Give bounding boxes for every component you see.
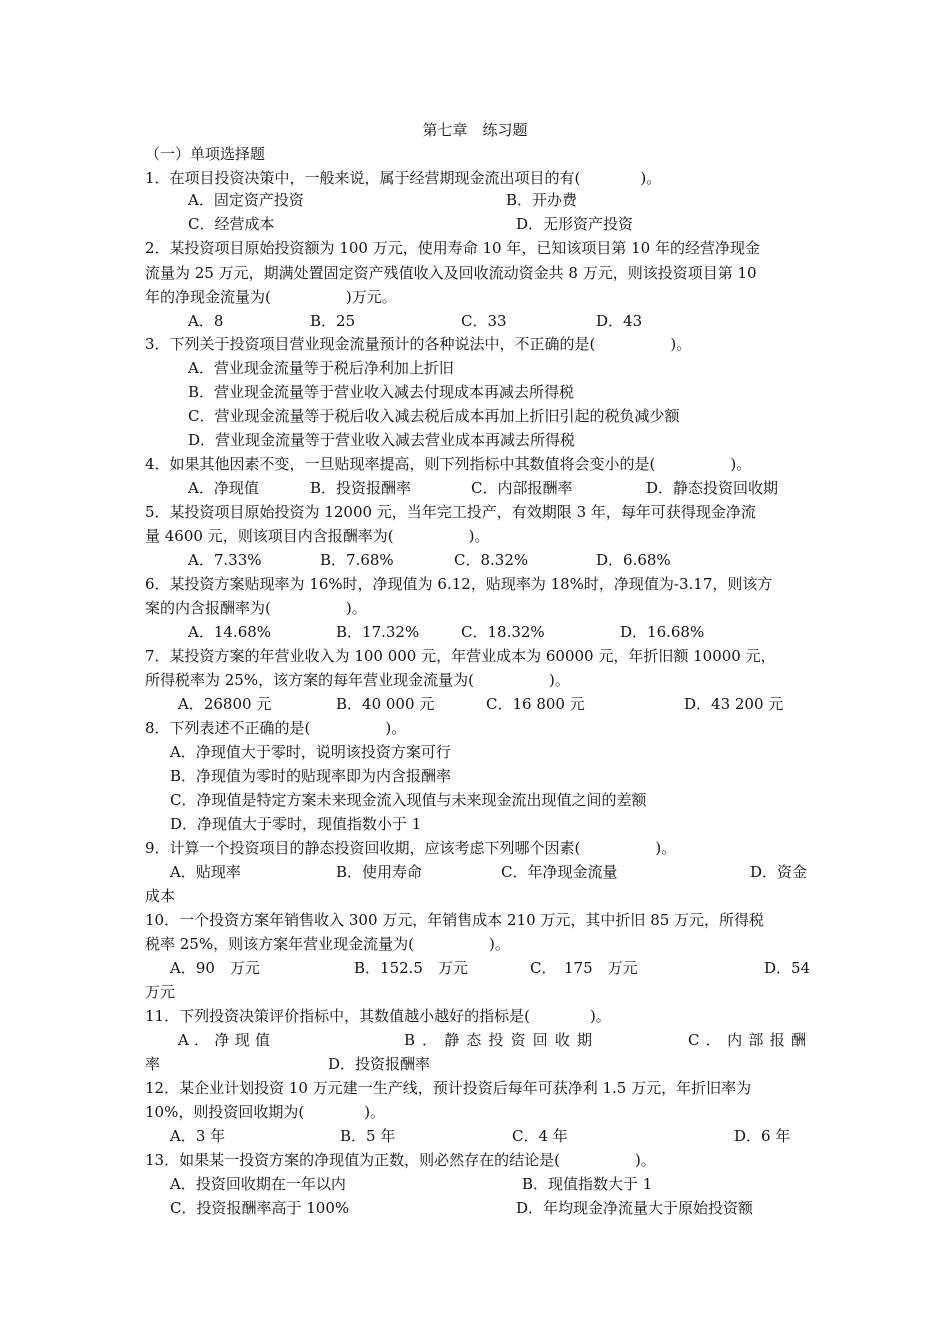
question-13-option-b: B．现值指数大于 1 [522,1175,653,1193]
section-heading: （一）单项选择题 [145,145,266,163]
question-3-stem: 3．下列关于投资项目营业现金流量预计的各种说法中，不正确的是( )。 [145,335,692,353]
question-11-option-a: A．净现值 [178,1031,270,1049]
question-8-stem: 8．下列表述不正确的是( )。 [145,719,407,737]
question-11-option-c: C．内部报酬 [688,1031,806,1049]
question-2-option-d: D．43 [596,312,643,330]
question-2-line-1: 2．某投资项目原始投资额为 100 万元，使用寿命 10 年，已知该项目第 10 年的经营净现金 [145,239,760,257]
question-12-option-c: C．4 年 [512,1127,568,1145]
question-9-option-b: B．使用寿命 [336,863,423,881]
question-10-option-d: D．54 [764,959,811,977]
question-11-stem: 11．下列投资决策评价指标中，其数值越小越好的指标是( )。 [145,1007,611,1025]
question-6-line-2: 案的内含报酬率为( )。 [145,599,367,617]
question-12-line-1: 12．某企业计划投资 10 万元建一生产线，预计投资后每年可获净利 1.5 万元，年折旧率为 [145,1079,752,1097]
question-9-option-d: D．资金 [750,863,808,881]
page-title: 第七章 练习题 [422,121,528,139]
question-1-option-c: C．经营成本 [188,215,275,233]
question-3-option-a: A．营业现金流量等于税后净利加上折旧 [188,359,454,377]
question-11-option-c-continued: 率 [145,1055,161,1073]
question-1-option-a: A．固定资产投资 [188,191,304,209]
question-8-option-b: B．净现值为零时的贴现率即为内含报酬率 [170,767,452,785]
question-1-stem: 1．在项目投资决策中，一般来说，属于经营期现金流出项目的有( )。 [145,169,662,187]
question-4-option-a: A．净现值 [188,479,259,497]
question-2-option-c: C．33 [461,312,507,330]
question-10-option-c: C． 175 万元 [530,959,638,977]
question-1-option-d: D．无形资产投资 [516,215,634,233]
question-10-line-1: 10．一个投资方案年销售收入 300 万元，年销售成本 210 万元，其中折旧 85 万元，所得税 [145,911,765,929]
question-12-option-b: B．5 年 [340,1127,396,1145]
question-5-option-c: C．8.32% [454,551,529,569]
question-4-option-d: D．静态投资回收期 [646,479,779,497]
question-13-option-d: D．年均现金净流量大于原始投资额 [516,1199,754,1217]
question-3-option-c: C．营业现金流量等于税后收入减去税后成本再加上折旧引起的税负减少额 [188,407,680,425]
question-9-stem: 9．计算一个投资项目的静态投资回收期，应该考虑下列哪个因素( )。 [145,839,677,857]
question-7-option-c: C．16 800 元 [486,695,585,713]
question-10-option-b: B．152.5 万元 [354,959,468,977]
question-1-option-b: B．开办费 [506,191,578,209]
question-13-stem: 13．如果某一投资方案的净现值为正数，则必然存在的结论是( )。 [145,1151,656,1169]
question-6-option-c: C．18.32% [461,623,545,641]
question-8-option-c: C．净现值是特定方案未来现金流入现值与未来现金流出现值之间的差额 [170,791,647,809]
question-6-option-a: A．14.68% [188,623,272,641]
question-7-option-a: A．26800 元 [178,695,272,713]
question-9-option-c: C．年净现金流量 [501,863,618,881]
question-13-option-c: C．投资报酬率高于 100% [170,1199,350,1217]
question-6-option-d: D．16.68% [620,623,705,641]
question-7-line-1: 7．某投资方案的年营业收入为 100 000 元，年营业成本为 60000 元，年折旧额 10000 元， [145,647,776,665]
question-9-option-d-continued: 成本 [145,887,176,905]
question-2-option-a: A．8 [188,312,224,330]
question-9-option-a: A．贴现率 [170,863,241,881]
question-7-line-2: 所得税率为 25%，该方案的每年营业现金流量为( )。 [145,671,570,689]
question-2-option-b: B．25 [310,312,356,330]
question-12-option-a: A．3 年 [170,1127,226,1145]
question-13-option-a: A．投资回收期在一年以内 [170,1175,346,1193]
question-8-option-d: D．净现值大于零时，现值指数小于 1 [170,815,422,833]
question-10-line-2: 税率 25%，则该方案年营业现金流量为( )。 [145,935,510,953]
question-10-option-a: A．90 万元 [170,959,260,977]
question-5-line-2: 量 4600 元，则该项目内含报酬率为( )。 [145,527,490,545]
question-7-option-b: B．40 000 元 [336,695,435,713]
question-5-option-a: A．7.33% [188,551,262,569]
question-2-line-3: 年的净现金流量为( )万元。 [145,288,397,306]
question-12-option-d: D．6 年 [734,1127,791,1145]
question-5-option-d: D．6.68% [596,551,671,569]
question-5-line-1: 5．某投资项目原始投资为 12000 元，当年完工投产，有效期限 3 年，每年可获得现金净流 [145,503,756,521]
question-4-stem: 4．如果其他因素不变，一旦贴现率提高，则下列指标中其数值将会变小的是( )。 [145,455,752,473]
question-4-option-c: C．内部报酬率 [471,479,573,497]
question-4-option-b: B．投资报酬率 [310,479,412,497]
question-10-option-d-continued: 万元 [145,983,176,1001]
question-6-line-1: 6．某投资方案贴现率为 16%时，净现值为 6.12，贴现率为 18%时，净现值为-3.17，则该方 [145,575,773,593]
question-6-option-b: B．17.32% [336,623,420,641]
question-11-option-b: B．静态投资回收期 [404,1031,592,1049]
question-11-option-d: D．投资报酬率 [328,1055,431,1073]
question-3-option-d: D．营业现金流量等于营业收入减去营业成本再减去所得税 [188,431,576,449]
question-5-option-b: B．7.68% [320,551,394,569]
question-8-option-a: A．净现值大于零时，说明该投资方案可行 [170,743,451,761]
question-7-option-d: D．43 200 元 [684,695,784,713]
question-12-line-2: 10%，则投资回收期为( )。 [145,1103,386,1121]
question-2-line-2: 流量为 25 万元，期满处置固定资产残值收入及回收流动资金共 8 万元，则该投资项目第 10 [145,264,757,282]
question-3-option-b: B．营业现金流量等于营业收入减去付现成本再减去所得税 [188,383,575,401]
